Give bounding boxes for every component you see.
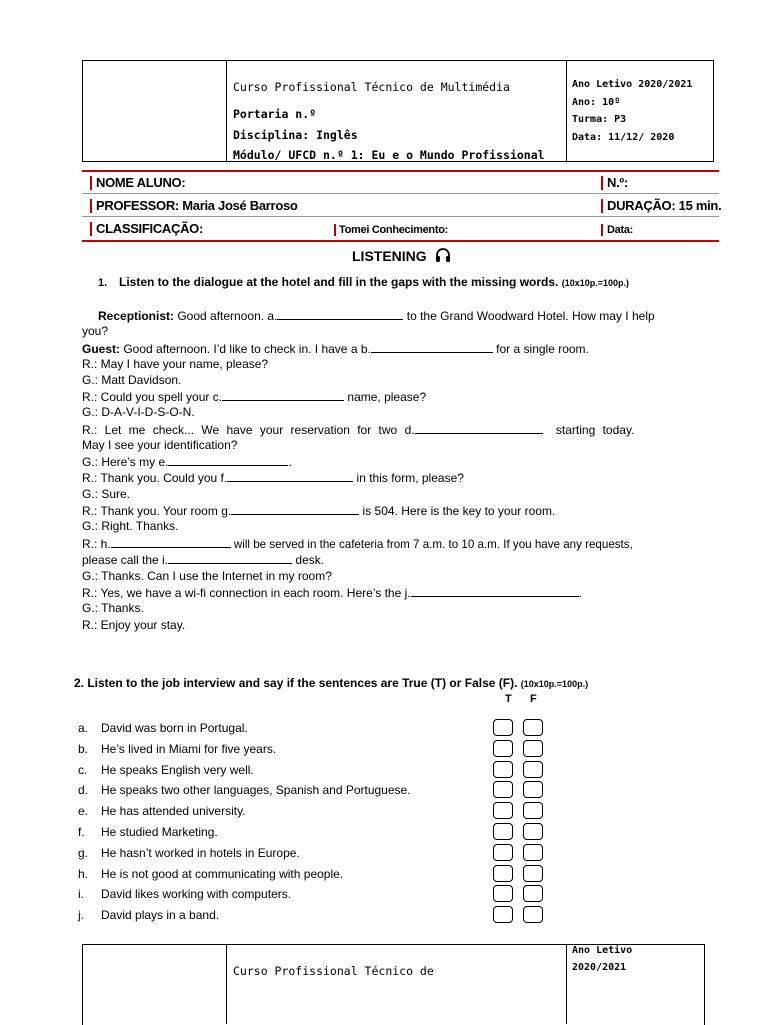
gap-b[interactable]	[371, 341, 493, 353]
course-title: Curso Profissional Técnico de Multimédia	[233, 80, 510, 94]
tf-item-statement: David likes working with computers.	[101, 887, 292, 901]
dialogue-line	[82, 552, 324, 567]
gap-i[interactable]	[168, 552, 292, 564]
gap-a[interactable]	[277, 308, 403, 320]
dialogue-line	[82, 470, 464, 485]
classificacao-label: CLASSIFICAÇÃO:	[96, 221, 204, 236]
red-bar	[601, 176, 603, 190]
portaria: Portaria n.º	[233, 107, 317, 121]
line-text: in this form, please?	[353, 471, 464, 485]
column-true-header: T	[505, 693, 512, 705]
exercise1-points: (10x10p.=100p.)	[561, 278, 629, 288]
exercise2-instruction-text: 2. Listen to the job interview and say if the sentences are True (T) or False (F).	[74, 676, 518, 690]
red-bar	[601, 224, 603, 236]
row-divider	[82, 216, 719, 217]
line-text: R.: Thank you. Could you f.	[82, 471, 228, 485]
speaker-receptionist: Receptionist:	[98, 309, 175, 323]
dialogue-line	[82, 503, 555, 518]
false-checkbox[interactable]	[523, 844, 543, 861]
dialogue-line: G.: Right. Thanks.	[82, 519, 179, 533]
tf-item-letter: h.	[78, 867, 89, 881]
tf-item-statement: He’s lived in Miami for five years.	[101, 742, 277, 756]
header-divider	[226, 60, 227, 162]
header-table	[82, 60, 714, 162]
gap-j[interactable]	[411, 585, 579, 597]
data: Data: 11/12/ 2020	[572, 132, 675, 143]
tf-item-letter: d.	[78, 783, 89, 797]
tomei-label: Tomei Conhecimento:	[339, 224, 448, 236]
false-checkbox[interactable]	[523, 740, 543, 757]
gap-e[interactable]	[168, 454, 288, 466]
exercise1-instruction-text: Listen to the dialogue at the hotel and fill in the gaps with the missing words.	[119, 275, 559, 289]
line-text: please call the i.	[82, 553, 169, 567]
line-text: for a single room.	[492, 342, 589, 356]
gap-c[interactable]	[222, 389, 344, 401]
dialogue-line	[98, 308, 655, 323]
false-checkbox[interactable]	[523, 781, 543, 798]
true-checkbox[interactable]	[493, 823, 513, 840]
exercise1-instruction	[119, 275, 629, 290]
false-checkbox[interactable]	[523, 719, 543, 736]
gap-f[interactable]	[227, 470, 353, 482]
modulo: Módulo/ UFCD n.º 1: Eu e o Mundo Profissional	[233, 148, 545, 162]
tf-item-letter: j.	[78, 908, 84, 922]
dialogue-line: G.: Thanks.	[82, 601, 144, 615]
tf-item-statement: He is not good at communicating with people.	[101, 867, 344, 881]
dialogue-line: G.: Matt Davidson.	[82, 373, 182, 387]
true-checkbox[interactable]	[493, 740, 513, 757]
line-text: Good afternoon. a.	[174, 309, 278, 323]
false-checkbox[interactable]	[523, 823, 543, 840]
red-bar	[90, 176, 92, 190]
red-rule	[82, 170, 719, 172]
turma: Turma: P3	[572, 114, 627, 125]
dialogue-line: May I see your identification?	[82, 438, 238, 452]
red-bar	[90, 199, 92, 213]
tf-item-letter: c.	[78, 763, 88, 777]
nome-aluno-label: NOME ALUNO:	[96, 175, 186, 190]
true-checkbox[interactable]	[493, 719, 513, 736]
gap-d[interactable]	[415, 422, 543, 434]
dialogue-line	[82, 585, 582, 600]
false-checkbox[interactable]	[523, 885, 543, 902]
true-checkbox[interactable]	[493, 885, 513, 902]
professor-label: PROFESSOR: Maria José Barroso	[96, 198, 298, 213]
ano: Ano: 10º	[572, 97, 621, 108]
tf-item-letter: f.	[78, 825, 85, 839]
tf-item-statement: He hasn’t worked in hotels in Europe.	[101, 846, 300, 860]
footer-ano-letivo: Ano Letivo	[572, 945, 633, 956]
dialogue-line: R.: May I have your name, please?	[82, 357, 269, 371]
line-text: R.: Could you spell your c.	[82, 390, 223, 404]
tf-item-statement: He speaks English very well.	[101, 763, 254, 777]
false-checkbox[interactable]	[523, 865, 543, 882]
true-checkbox[interactable]	[493, 781, 513, 798]
tf-item-letter: e.	[78, 804, 89, 818]
dialogue-line: you?	[82, 324, 109, 338]
listening-title	[352, 247, 451, 264]
dialogue-line	[82, 536, 633, 552]
false-checkbox[interactable]	[523, 906, 543, 923]
dialogue-line: G.: Thanks. Can I use the Internet in my room?	[82, 569, 332, 583]
line-text: G.: Here’s my e.	[82, 455, 169, 469]
line-text: R.: Thank you. Your room g.	[82, 504, 232, 518]
footer-course: Curso Profissional Técnico de	[233, 964, 434, 978]
red-bar	[334, 224, 336, 236]
exercise1-number: 1.	[98, 277, 108, 289]
gap-g[interactable]	[231, 503, 359, 515]
tf-item-statement: David was born in Portugal.	[101, 721, 248, 735]
line-text: will be served in the cafeteria from 7 a.m. to 10 a.m. If you have any requests,	[230, 538, 633, 551]
line-text: to the Grand Woodward Hotel. How may I help	[403, 309, 655, 323]
tf-item-statement: He has attended university.	[101, 804, 246, 818]
red-rule	[82, 240, 719, 242]
true-checkbox[interactable]	[493, 844, 513, 861]
false-checkbox[interactable]	[523, 761, 543, 778]
disciplina: Disciplina: Inglês	[233, 128, 358, 142]
tf-item-letter: a.	[78, 721, 89, 735]
exercise2-instruction	[74, 676, 588, 691]
dialogue-line	[82, 389, 426, 404]
dialogue-line	[82, 454, 292, 469]
dialogue-line	[82, 341, 589, 356]
column-false-header: F	[530, 693, 537, 705]
true-checkbox[interactable]	[493, 802, 513, 819]
data-label: Data:	[607, 224, 634, 236]
duracao-label: DURAÇÃO: 15 min.	[607, 198, 722, 213]
tf-item-statement: He speaks two other languages, Spanish and Portuguese.	[101, 783, 411, 797]
line-text: starting today.	[548, 423, 635, 437]
footer-divider	[226, 944, 227, 1024]
headphones-icon	[435, 247, 451, 263]
tf-item-statement: David plays in a band.	[101, 908, 220, 922]
true-checkbox[interactable]	[493, 906, 513, 923]
footer-divider	[566, 944, 567, 1024]
line-text: Good afternoon. I’d like to check in. I have a b.	[120, 342, 371, 356]
true-checkbox[interactable]	[493, 761, 513, 778]
speaker-guest: Guest:	[82, 342, 121, 356]
red-bar	[601, 199, 603, 213]
true-checkbox[interactable]	[493, 865, 513, 882]
tf-item-statement: He studied Marketing.	[101, 825, 218, 839]
gap-h[interactable]	[111, 536, 231, 548]
tf-item-letter: g.	[78, 846, 89, 860]
line-text: R.: Yes, we have a wi-fi connection in each room. Here’s the j.	[82, 586, 411, 600]
footer-table	[82, 944, 705, 1025]
tf-item-letter: i.	[78, 887, 84, 901]
dialogue-line: R.: Enjoy your stay.	[82, 618, 186, 632]
ano-letivo: Ano Letivo 2020/2021	[572, 79, 693, 90]
line-text: name, please?	[344, 390, 427, 404]
listening-title-text: LISTENING	[352, 248, 427, 264]
line-text: R.: h.	[82, 537, 111, 551]
line-text: desk.	[292, 553, 325, 567]
line-text: .	[578, 586, 582, 600]
line-text: .	[288, 455, 292, 469]
line-text: is 504. Here is the key to your room.	[359, 504, 556, 518]
red-bar	[90, 222, 92, 236]
false-checkbox[interactable]	[523, 802, 543, 819]
row-divider	[82, 193, 719, 194]
footer-ano-letivo-year: 2020/2021	[572, 962, 627, 973]
dialogue-line	[82, 422, 634, 437]
header-divider	[566, 60, 567, 162]
dialogue-line: G.: D-A-V-I-D-S-O-N.	[82, 405, 195, 419]
tf-item-letter: b.	[78, 742, 89, 756]
dialogue-line: G.: Sure.	[82, 487, 131, 501]
numero-label: N.º:	[607, 175, 628, 190]
line-text: R.: Let me check... We have your reservation for two d.	[82, 423, 415, 437]
exercise2-points: (10x10p.=100p.)	[520, 679, 589, 689]
